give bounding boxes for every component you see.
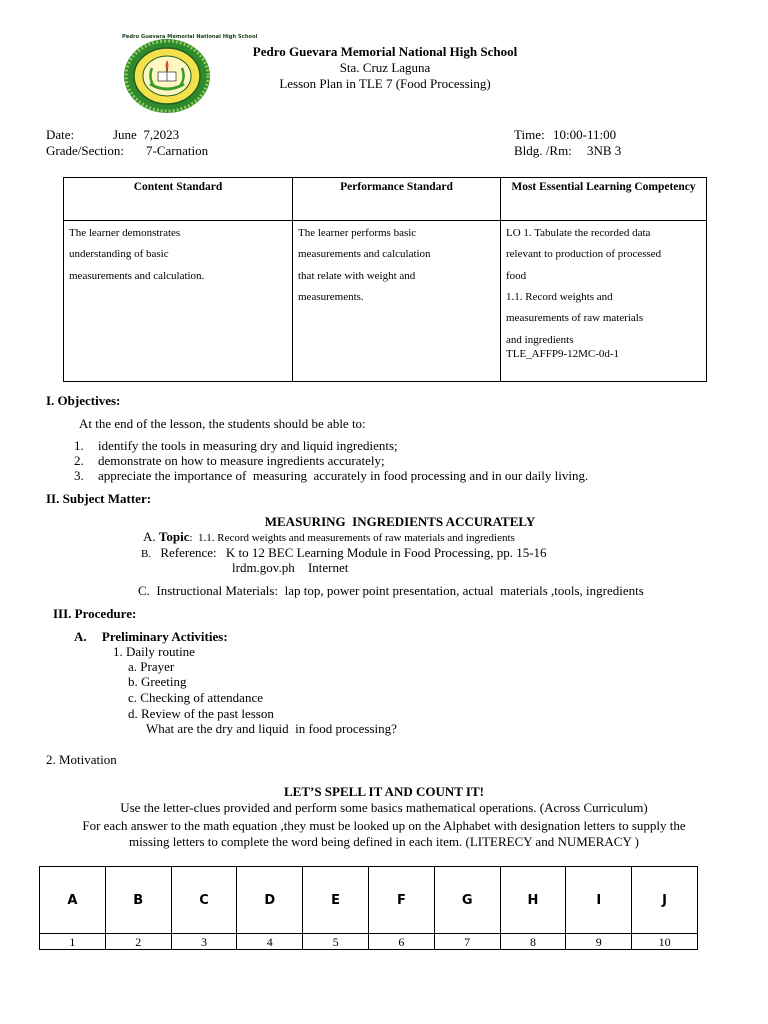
number-cell: 8 [500, 934, 566, 950]
performance-line: measurements. [298, 290, 364, 303]
competency-code: TLE_AFFP9-12MC-0d-1 [506, 348, 620, 361]
seal-lettering: Pedro Guevara Memorial National High School [122, 34, 258, 40]
letter-cell: A [40, 867, 106, 934]
subject-title: MEASURING INGREDIENTS ACCURATELY [264, 514, 536, 529]
subject-matter-heading: II. Subject Matter: [46, 491, 152, 506]
topic-text: : 1.1. Record weights and measurements of raw materials and ingredients [189, 532, 515, 544]
reference-label: Reference: [160, 545, 217, 560]
performance-standard-cell [293, 221, 501, 382]
date-value: June 7,2023 [113, 127, 180, 142]
materials-marker: C. [138, 583, 150, 598]
competency-line: measurements of raw materials [506, 312, 644, 325]
objective-item [74, 453, 588, 468]
reference-text: K to 12 BEC Learning Module in Food Processing, pp. 15-16 [225, 545, 547, 560]
routine-step: b. Greeting [128, 674, 187, 689]
objectives-intro: At the end of the lesson, the students should be able to: [79, 416, 366, 431]
letter-cell: B [105, 867, 171, 934]
objective-item [74, 438, 588, 453]
letter-cell: I [566, 867, 632, 934]
topic-marker: A. [143, 529, 156, 544]
competency-line: LO 1. Tabulate the recorded data [506, 227, 651, 239]
motivation: 2. Motivation [46, 752, 117, 767]
standards-body-row [64, 221, 707, 382]
topic-label: Topic [158, 529, 190, 544]
room-label: Bldg. /Rm: [514, 143, 572, 158]
number-cell: 1 [40, 934, 106, 950]
letter-cell: D [237, 867, 303, 934]
school-location: Sta. Cruz Laguna [339, 60, 431, 75]
competency-line: food [506, 269, 527, 282]
performance-line: The learner performs basic [298, 227, 417, 239]
objectives-heading: I. Objectives: [46, 393, 121, 408]
objective-number: 2. [74, 453, 84, 468]
school-name: Pedro Guevara Memorial National High School [252, 44, 518, 59]
letter-cell: E [303, 867, 369, 934]
letter-cell: G [434, 867, 500, 934]
activity-instructions-2: For each answer to the math equation ,they must be looked up on the Alphabet with designation letters to supply the [82, 818, 686, 833]
number-cell: 6 [368, 934, 434, 950]
procedure-heading: III. Procedure: [53, 606, 137, 621]
number-cell: 10 [632, 934, 698, 950]
letter-cell: H [500, 867, 566, 934]
performance-line: measurements and calculation [298, 248, 431, 261]
routine-step: d. Review of the past lesson [128, 706, 274, 721]
preliminary-label: Preliminary Activities: [101, 629, 228, 644]
routine-step: a. Prayer [128, 659, 175, 674]
activity-title: LET’S SPELL IT AND COUNT IT! [283, 784, 484, 799]
objective-text: appreciate the importance of measuring accurately in food processing and in our daily living. [98, 468, 589, 483]
time-label: Time: [514, 127, 545, 142]
lesson-plan-title: Lesson Plan in TLE 7 (Food Processing) [279, 76, 491, 91]
date-label: Date: [46, 127, 75, 142]
grade-label: Grade/Section: [46, 143, 124, 158]
competency-line: and ingredients [506, 334, 574, 347]
number-cell: 9 [566, 934, 632, 950]
content-line: The learner demonstrates [69, 227, 181, 239]
competency-cell [501, 221, 707, 382]
number-cell: 2 [105, 934, 171, 950]
topic-line [143, 529, 515, 546]
reference-marker: B. [141, 548, 152, 560]
content-line: understanding of basic [69, 248, 169, 261]
time-value: 10:00-11:00 [553, 127, 617, 142]
objective-item [74, 468, 588, 483]
reference-sources [232, 560, 348, 575]
grade-value: 7-Carnation [146, 143, 209, 158]
objective-text: identify the tools in measuring dry and liquid ingredients; [98, 438, 398, 453]
performance-standard-header: Performance Standard [293, 178, 501, 221]
competency-line: 1.1. Record weights and [506, 290, 613, 303]
number-cell: 3 [171, 934, 237, 950]
activity-instructions-3: missing letters to complete the word being defined in each item. (LITERECY and NUMERACY ) [129, 834, 639, 849]
materials-text: Instructional Materials: lap top, power point presentation, actual materials ,tools, ingredients [156, 583, 644, 598]
content-line: measurements and calculation. [69, 269, 205, 282]
activity-instructions-1: Use the letter-clues provided and perform some basics mathematical operations. (Across Curriculum) [120, 800, 648, 815]
review-question: What are the dry and liquid in food processing? [146, 721, 397, 736]
objective-number: 1. [74, 438, 84, 453]
routine-step: c. Checking of attendance [128, 690, 263, 705]
objective-text: demonstrate on how to measure ingredients accurately; [98, 453, 385, 468]
room-value: 3NB 3 [587, 143, 622, 158]
number-cell: 5 [303, 934, 369, 950]
objectives-list [74, 438, 588, 483]
alphabet-table [39, 866, 698, 950]
preliminary-line [74, 629, 228, 644]
numbers-row [40, 934, 698, 950]
number-cell: 4 [237, 934, 303, 950]
reference-internet: Internet [307, 560, 349, 575]
daily-routine: 1. Daily routine [113, 644, 195, 659]
standards-table [63, 177, 707, 382]
letter-cell: F [368, 867, 434, 934]
letters-row [40, 867, 698, 934]
letter-cell: J [632, 867, 698, 934]
materials-line [138, 583, 644, 598]
performance-line: that relate with weight and [298, 269, 416, 282]
standards-header-row [64, 178, 707, 221]
objective-number: 3. [74, 468, 84, 483]
competency-line: relevant to production of processed [506, 248, 662, 261]
reference-site: lrdm.gov.ph [232, 560, 295, 575]
letter-cell: C [171, 867, 237, 934]
content-standard-header: Content Standard [64, 178, 293, 221]
content-standard-cell [64, 221, 293, 382]
preliminary-marker: A. [74, 629, 87, 644]
competency-header: Most Essential Learning Competency [501, 178, 707, 221]
number-cell: 7 [434, 934, 500, 950]
